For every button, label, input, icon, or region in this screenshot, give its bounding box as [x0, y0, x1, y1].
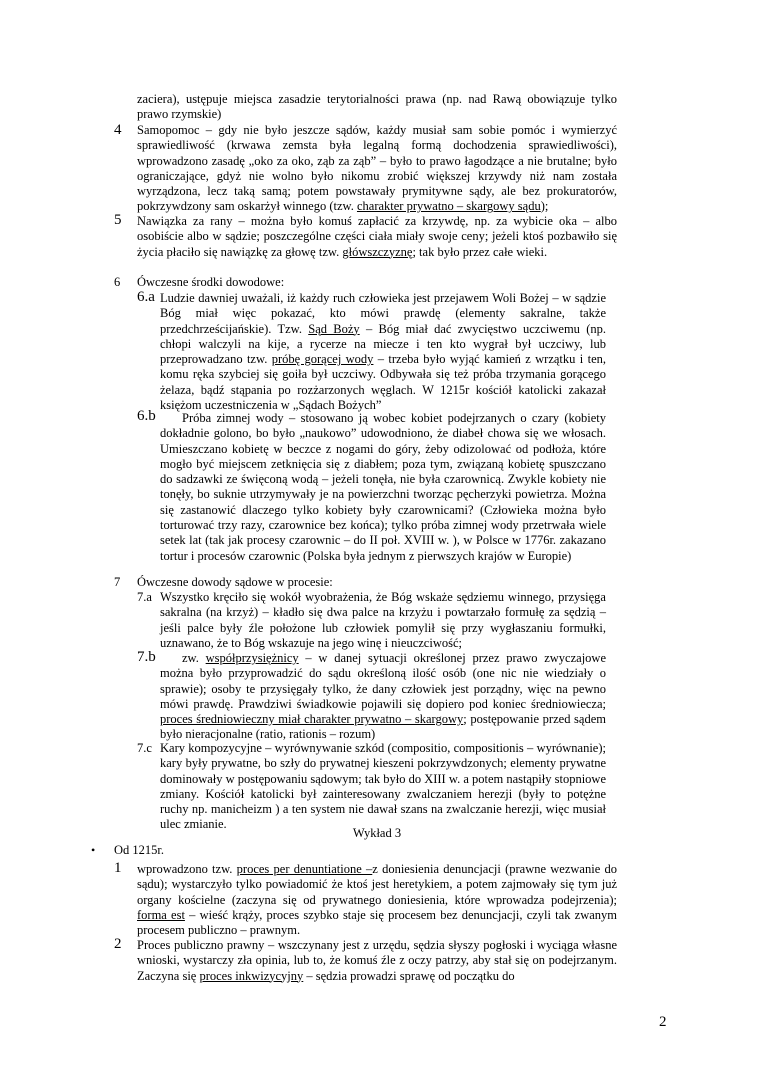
item-6b-text: Próba zimnej wody – stosowano ją wobec kobiet podejrzanych o czary (kobiety dokładnie golono, bo było „naukowo” udowodniono, że diabeł chowa się we włosach. Umieszczano kobietę w beczce z nogami do góry, żeby odizolować od podłoża, które mogło być miejscem zetknięcia się z diabłem; poza tym, związaną kobietę spuszczano do sadzawki ze święconą wodą – jeżeli tonęła, nie była czarownicą. Zwykle kobiety nie tonęły, bo suknie utrzymywały je na powierzchni tworząc pęcherzyki powietrza. Można się zastanowić dlaczego tylko kobiety były czarownicami? (Człowieka można było torturować trzy razy, czarownice bez końca); tylko próba zimnej wody przetrwała wiele setek lat (tak jak procesy czarownic – do II poł. XVIII w. ), w Polsce w 1776r. zakazano tortur i procesów czarownic (Polska była jednym z pierwszych krajów w Europie) [160, 411, 606, 563]
item-7c-text: Kary kompozycyjne – wyrównywanie szkód (compositio, compositionis – wyrównanie); kary były prywatne, bo szły do prywatnej kieszeni pokrzywdzonych; elementy prywatne dominowały w postępowaniu sądowym; tak było do XIII w. a potem nastąpiły stopniowe zmiany. Kościół katolicki był zainteresowany zwalczaniem herezji (były to potężne ruchy np. manicheizm ) a ten system nie dawał szans na zwalczanie herezji, więc musiał ulec zmianie. [160, 741, 606, 832]
underlined-term: forma est [137, 907, 185, 922]
paragraph-continuation: zaciera), ustępuje miejsca zasadzie terytorialności prawa (np. nad Rawą obowiązuje tylko prawo rzymskie) [137, 92, 617, 122]
underlined-term: proces per denuntiatione – [236, 862, 373, 876]
subitem-number: 7.b [137, 649, 156, 665]
item-6a-text: Ludzie dawniej uważali, iż każdy ruch człowieka jest przejawem Woli Bożej – w sądzie Bóg miał więc pokazać, kto mówi prawdę (elementy sakralne, także przedchrześcijańskie). Tzw. Sąd Boży – Bóg miał dać zwycięstwo uczciwemu (np. chłopi walczyli na kije, a rycerze na miecze i ten kto wygrał był uczciwy, lub przeprowadzano tzw. próbę gorącej wody – trzeba było wyjąć kamień z wrzątku i ten, komu ręka szybciej się goiła był uczciwy. Odbywała się też próba trzymania gorącego żelaza, bądź stąpania po rozżarzonych węglach. W 1215r kościół katolicki zakazał księżom uczestniczenia w „Sądach Bożych” [160, 291, 606, 413]
item-number: 4 [114, 122, 122, 138]
underlined-term: Sąd Boży [308, 321, 360, 336]
subitem-number: 6.a [137, 289, 155, 305]
subitem-number: 7.c [137, 741, 152, 755]
subitem-number: 6.b [137, 408, 156, 424]
underlined-term: współprzysiężnicy [205, 651, 299, 665]
underlined-term: charakter prywatno – skargowy sądu [356, 199, 541, 214]
item-number: 6 [114, 275, 121, 289]
item-7b-text: zw. współprzysiężnicy – w danej sytuacji określonej przez prawo zwyczajowe można było przyprowadzić do sądu określoną ilość osób (one nic nie wiedziały o sprawie); osoby te przysięgały tylko, że dany człowiek jest porządny, więc na pewno mówi prawdę. Prawdziwi świadkowie pojawili się dopiero pod koniec średniowiecza; proces średniowieczny miał charakter prywatno – skargowy; postępowanie przed sądem było nieracjonalne (ratio, rationis – rozum) [160, 651, 607, 742]
underlined-term: próbę gorącej wody [271, 352, 374, 367]
lecture-heading: Wykład 3 [352, 826, 402, 840]
item-number: 2 [114, 936, 122, 952]
item-7-text: Ówczesne dowody sądowe w procesie: [137, 575, 333, 589]
item-5-text: Nawiązka za rany – można było komuś zapłacić za krzywdę, np. za wybicie oka – albo osobiście albo w sądzie; poszczególne części ciała miały swoje ceny; jeżeli ktoś pozbawiło się życia płaciło się nawiązkę za głowę tzw. główszczyznę; tak było przez całe wieki. [137, 214, 617, 259]
subitem-number: 7.a [137, 590, 152, 604]
item-number: 1 [114, 860, 122, 876]
bullet-item-1-text: wprowadzono tzw. proces per denuntiatione –z doniesienia denuncjacji (prawne wezwanie do sądu); wystarczyło tylko powiadomić że ktoś jest heretykiem, a potem zajmowały się tym już organy kościelne (zaczyna się od prywatnego doniesienia, które wprowadza podejrzenia); forma est – wieść krąży, proces szybko staje się procesem bez denuncjacji, czyli tak zwanym procesem publiczno – prawnym. [137, 862, 618, 938]
bullet-text: Od 1215r. [114, 843, 164, 857]
underlined-term: główszczyznę [342, 244, 413, 259]
underlined-term: proces inkwizycyjny [199, 968, 304, 983]
item-4-text: Samopomoc – gdy nie było jeszcze sądów, każdy musiał sam sobie pomóc i wymierzyć sprawiedliwość (krwawa zemsta była legalną formą dochodzenia sprawiedliwości), wprowadzono zasadę „oko za oko, ząb za ząb” – było to prawo łagodzące a nie brutalne; było ograniczające, gdyż nie wolno było nikomu zrobić większej krzywdy niż nam została wyrządzona, lecz taką samą; potem powstawały prymitywne sądy, ale bez prokuratorów, pokrzywdzony sam oskarżył winnego (tzw. charakter prywatno – skargowy sądu); [137, 123, 617, 214]
bullet-icon: • [91, 843, 96, 857]
item-7a-text: Wszystko kręciło się wokół wyobrażenia, że Bóg wskaże sędziemu winnego, przysięga sakralna (na krzyż) – kładło się dwa palce na krzyżu i powtarzało formułę za sędzią – jeśli palce były źle położone lub człowiek pomylił się przy wygłaszaniu formułki, uznawano, że to Bóg wskazuje na jego winę i nieuczciwość; [160, 590, 606, 650]
bullet-item-2-text: Proces publiczno prawny – wszczynany jest z urzędu, sędzia słyszy pogłoski i wyciąga własne wnioski, wystarczy zła opinia, lub to, że komuś źle z oczy patrzy, aby stał się on podejrzanym. Zaczyna się proces inkwizycyjny – sędzia prowadzi sprawę od początku do [137, 938, 617, 983]
underlined-term: proces średniowieczny miał charakter prywatno – skargowy [160, 712, 464, 727]
item-number: 7 [114, 575, 121, 589]
item-number: 5 [114, 212, 122, 228]
item-6-text: Ówczesne środki dowodowe: [137, 275, 285, 289]
page-number: 2 [659, 1014, 667, 1030]
